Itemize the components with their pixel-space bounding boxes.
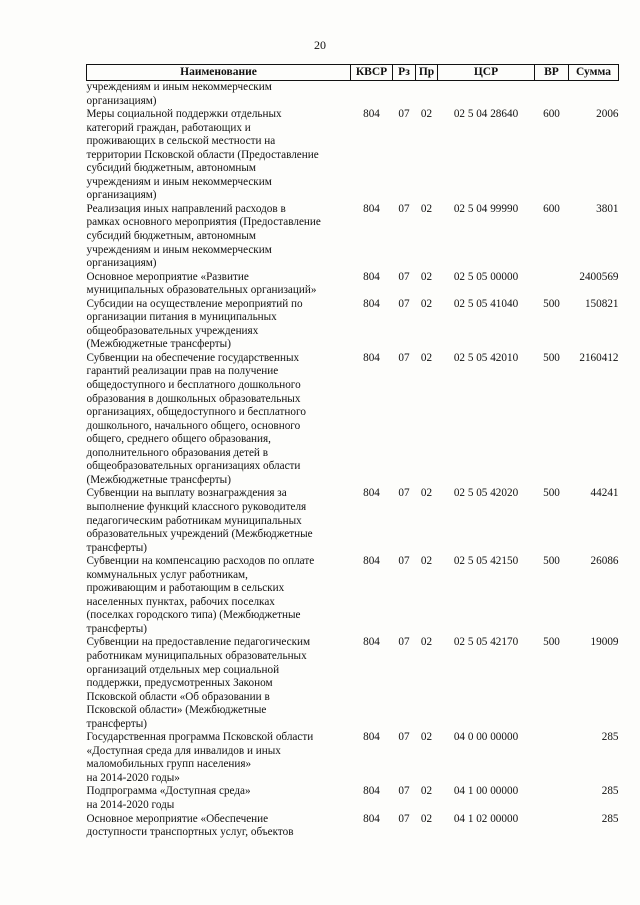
row-name-line: Псковской области» (Межбюджетные [86,704,267,717]
row-rz: 07 [398,351,410,364]
row-sum: 2006 [596,108,619,121]
row-name-line: Меры социальной поддержки отдельных [86,108,282,121]
row-name [87,108,351,203]
row-name [87,487,351,555]
row-csr: 02 5 05 42010 [453,351,519,364]
row-pr: 02 [420,108,433,121]
row-name-line: Реализация иных направлений расходов в [86,202,286,215]
row-name-line: Подпрограмма «Доступная среда» [86,785,251,798]
row-name-line: муниципальных образовательных организаций» [86,284,317,297]
row-name [87,785,351,812]
row-name-line: общедоступного и бесплатного дошкольного [86,379,301,392]
row-sum: 285 [601,812,619,825]
row-name-line: категорий граждан, работающих и [86,121,251,134]
page-number: 20 [314,38,326,52]
row-name-line: образовательных учреждений (Межбюджетные [86,528,313,541]
row-name-line: Субвенции на компенсацию расходов по оплате [86,555,315,568]
row-pr: 02 [420,297,433,310]
row-name-line: дополнительного образования детей в [86,446,268,459]
row-name-line: (Межбюджетные трансферты) [86,338,231,351]
table-row [87,352,619,487]
table-row [87,487,619,555]
row-sum: 2160412 [579,351,619,364]
header-sum: Сумма [569,65,619,81]
row-name-line: (поселках городского типа) (Межбюджетные [86,609,301,622]
row-name-line: субсидий бюджетным, автономным [86,162,256,175]
row-name-line: Субсидии на осуществление мероприятий по [86,297,303,310]
row-name-line: образования в дошкольных образовательных [86,392,301,405]
row-kvsr: 804 [363,636,380,649]
header-kvsr: КВСР [351,65,393,81]
row-csr: 04 1 02 00000 [453,812,519,825]
row-name-line: населенных пунктах, рабочих поселках [86,595,275,608]
row-csr: 02 5 05 42170 [453,636,519,649]
row-name [87,81,351,109]
row-pr: 02 [420,812,433,825]
row-rz: 07 [398,785,410,798]
row-name-line: Субвенции на предоставление педагогическим [86,636,311,649]
row-name [87,813,351,840]
row-csr: 02 5 05 42020 [453,487,519,500]
row-csr [438,81,535,109]
row-sum: 19009 [590,636,619,649]
budget-table [86,64,619,840]
row-kvsr: 804 [363,351,380,364]
row-name-line: (Межбюджетные трансферты) [86,473,231,486]
row-name-line: Основное мероприятие «Обеспечение [86,812,269,825]
row-name-line: на 2014-2020 годы [86,798,175,811]
row-rz: 07 [398,731,410,744]
row-name [87,555,351,636]
row-name-line: «Доступная среда для инвалидов и иных [86,744,281,757]
row-vr: 500 [543,487,560,500]
row-name-line: организаций отдельных мер социальной [86,663,280,676]
row-sum: 150821 [584,297,619,310]
row-rz [393,81,416,109]
row-kvsr: 804 [363,297,380,310]
row-name-line: общего, среднего общего образования, [86,433,271,446]
table-row [87,108,619,203]
row-name-line: учреждениям и иным некоммерческим [86,175,272,188]
table-row [87,813,619,840]
row-name-line: Государственная программа Псковской области [86,731,314,744]
header-csr: ЦСР [438,65,535,81]
row-name-line: на 2014-2020 годы» [86,771,180,784]
row-name-line: Субвенции на выплату вознаграждения за [86,487,287,500]
row-csr: 02 5 05 41040 [453,297,519,310]
row-sum [569,81,619,109]
row-sum: 2400569 [579,270,619,283]
row-rz: 07 [398,636,410,649]
row-rz: 07 [398,487,410,500]
row-name-line: учреждениям и иным некоммерческим [86,243,272,256]
row-vr [535,731,569,785]
table-body [87,81,619,840]
row-pr: 02 [420,270,433,283]
row-vr: 500 [543,297,560,310]
row-csr: 02 5 04 28640 [453,108,519,121]
row-name-line: рамках основного мероприятия (Предоставление [86,216,321,229]
table-row [87,636,619,731]
row-rz: 07 [398,812,410,825]
row-name-line: организации питания в муниципальных [86,311,277,324]
row-kvsr: 804 [363,270,380,283]
table-row [87,271,619,298]
row-kvsr: 804 [363,108,380,121]
table-row [87,555,619,636]
row-name-line: трансферты) [86,541,147,554]
row-vr: 500 [543,351,560,364]
table-header-row [87,65,619,81]
row-name-line: организациям) [86,189,157,202]
header-name: Наименование [87,65,351,81]
row-kvsr: 804 [363,731,380,744]
row-kvsr: 804 [363,555,380,568]
row-name [87,298,351,352]
row-name-line: общеобразовательных организациях области [86,460,301,473]
row-name-line: учреждениям и иным некоммерческим [86,81,272,93]
row-name-line: коммунальных услуг работникам, [86,568,248,581]
row-pr [416,81,438,109]
row-sum: 44241 [590,487,619,500]
row-name-line: проживающим и работающим в сельских [86,582,285,595]
row-sum: 3801 [596,202,619,215]
row-name-line: субсидий бюджетным, автономным [86,230,256,243]
row-vr: 600 [543,202,560,215]
table-row [87,81,619,109]
row-name-line: Субвенции на обеспечение государственных [86,351,300,364]
row-kvsr: 804 [363,487,380,500]
row-pr: 02 [420,202,433,215]
header-vr: ВР [535,65,569,81]
row-name-line: гарантий реализации прав на получение [86,365,279,378]
row-vr [535,81,569,109]
table-row [87,203,619,271]
table-row [87,731,619,785]
row-name [87,352,351,487]
row-rz: 07 [398,297,410,310]
row-rz: 07 [398,270,410,283]
row-vr [535,271,569,298]
row-pr: 02 [420,785,433,798]
row-rz: 07 [398,555,410,568]
row-name-line: проживающих в сельской местности на [86,135,276,148]
row-name [87,636,351,731]
row-name-line: организациям) [86,257,157,270]
row-csr: 04 0 00 00000 [453,731,519,744]
row-name-line: организациям) [86,94,157,107]
row-name-line: Основное мероприятие «Развитие [86,270,249,283]
row-vr: 500 [543,636,560,649]
row-pr: 02 [420,555,433,568]
row-vr: 500 [543,555,560,568]
row-pr: 02 [420,636,433,649]
row-name-line: выполнение функций классного руководителя [86,500,307,513]
row-rz: 07 [398,108,410,121]
row-rz: 07 [398,202,410,215]
row-name-line: педагогическим работникам муниципальных [86,514,302,527]
row-kvsr: 804 [363,202,380,215]
row-kvsr: 804 [363,812,380,825]
row-csr: 02 5 05 42150 [453,555,519,568]
row-csr: 02 5 04 99990 [453,202,519,215]
row-pr: 02 [420,351,433,364]
row-kvsr [351,81,393,109]
row-name [87,731,351,785]
row-name-line: дошкольного, начального общего, основного [86,419,301,432]
row-sum: 26086 [590,555,619,568]
row-pr: 02 [420,731,433,744]
table-row [87,785,619,812]
row-csr: 04 1 00 00000 [453,785,519,798]
row-kvsr: 804 [363,785,380,798]
row-vr: 600 [543,108,560,121]
row-vr [535,785,569,812]
row-name-line: доступности транспортных услуг, объектов [86,826,294,839]
row-name-line: территории Псковской области (Предоставление [86,148,319,161]
row-name [87,203,351,271]
row-sum: 285 [601,785,619,798]
row-csr: 02 5 05 00000 [453,270,519,283]
row-name-line: трансферты) [86,717,147,730]
header-rz: Рз [393,65,416,81]
row-pr: 02 [420,487,433,500]
row-vr [535,813,569,840]
row-name-line: маломобильных групп населения» [86,758,252,771]
row-name [87,271,351,298]
row-name-line: Псковской области «Об образовании в [86,690,270,703]
row-name-line: трансферты) [86,622,147,635]
row-name-line: общеобразовательных учреждениях [86,324,259,337]
row-sum: 285 [601,731,619,744]
row-name-line: организациях, общедоступного и бесплатного [86,406,306,419]
table-row [87,298,619,352]
header-pr: Пр [416,65,438,81]
row-name-line: работникам муниципальных образовательных [86,649,307,662]
row-name-line: поддержки, предусмотренных Законом [86,677,273,690]
